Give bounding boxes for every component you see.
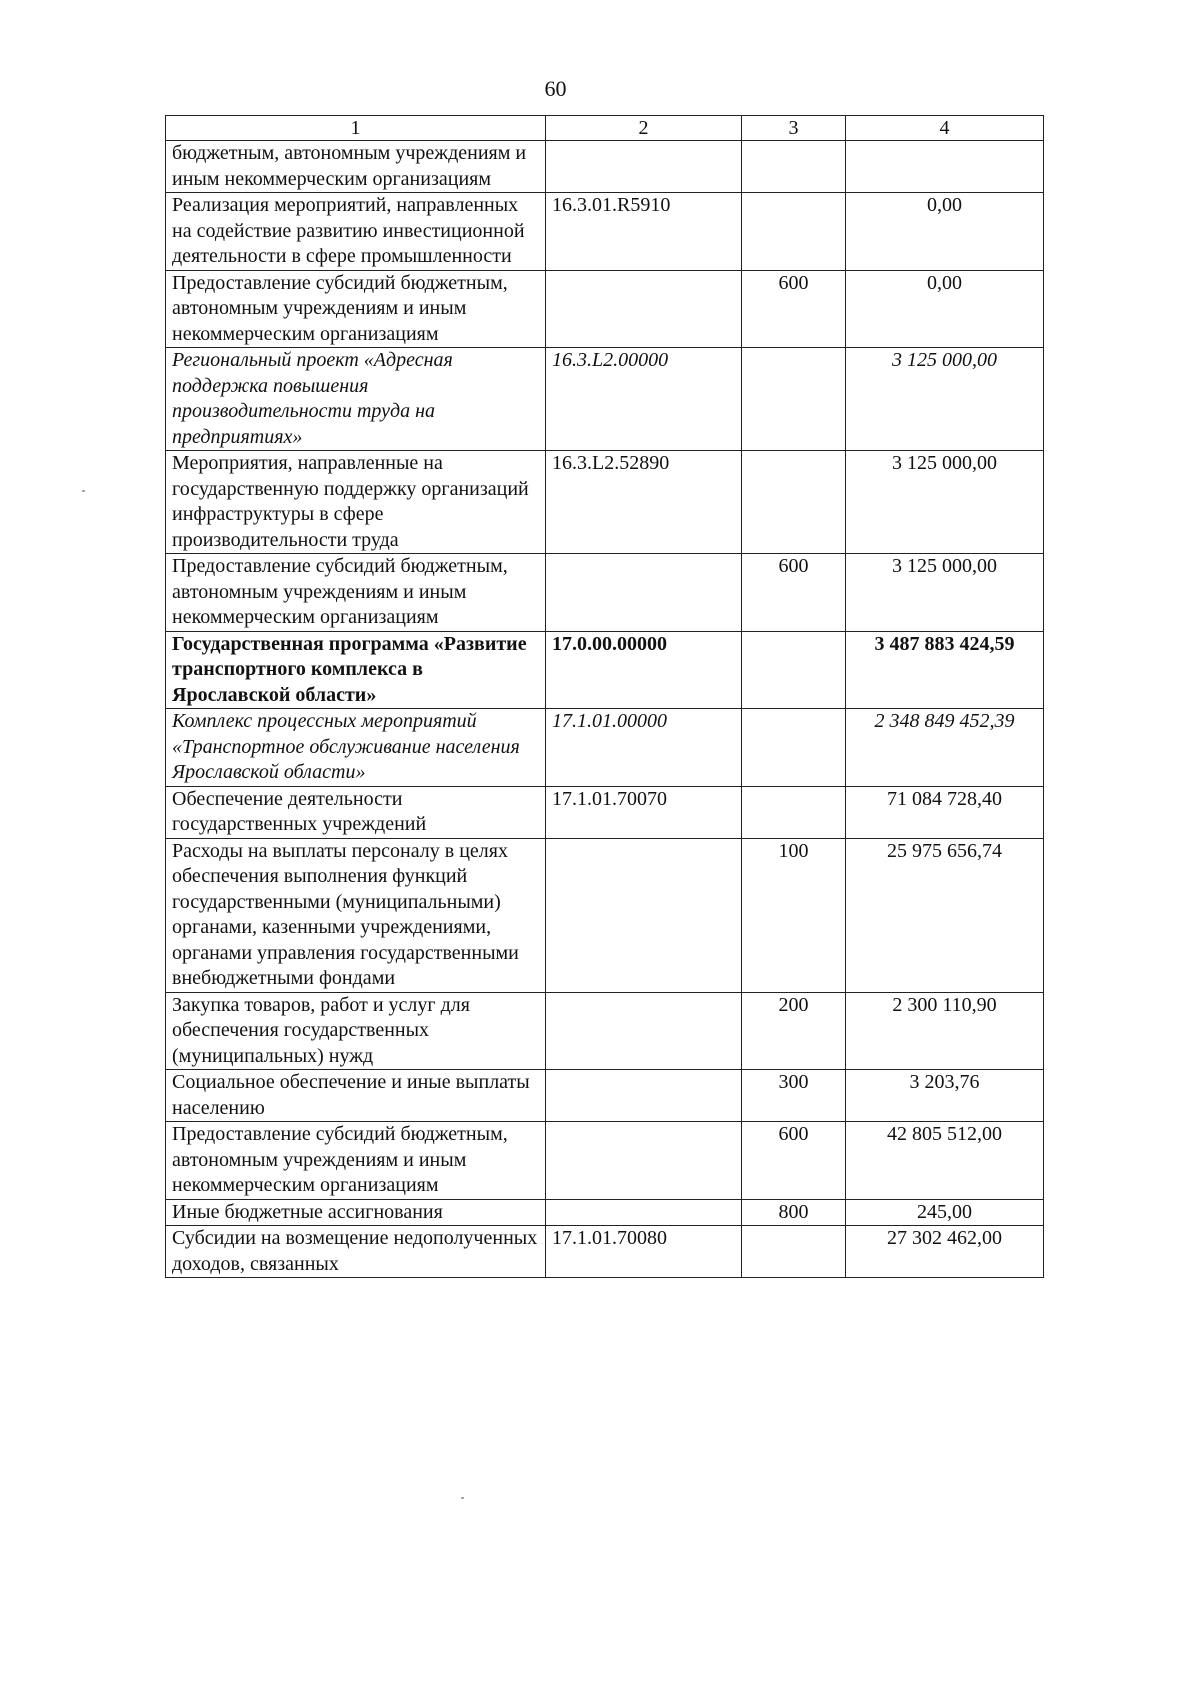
cell-expense-type [742, 709, 846, 787]
cell-expense-type [742, 451, 846, 554]
column-header-2: 2 [546, 116, 742, 141]
table-row [166, 786, 1044, 838]
cell-code [546, 1070, 742, 1122]
cell-amount: 3 125 000,00 [846, 451, 1044, 554]
cell-name: Реализация мероприятий, направленных на содействие развитию инвестиционной деятельности в сфере промышленности [166, 193, 546, 271]
cell-expense-type: 600 [742, 554, 846, 632]
cell-amount: 25 975 656,74 [846, 838, 1044, 992]
cell-code: 16.3.01.R5910 [546, 193, 742, 271]
cell-amount: 27 302 462,00 [846, 1226, 1044, 1278]
cell-expense-type: 600 [742, 270, 846, 348]
cell-amount: 2 348 849 452,39 [846, 709, 1044, 787]
budget-table [165, 115, 1044, 1278]
table-header-row [166, 116, 1044, 141]
scan-speck [461, 1497, 464, 1499]
cell-code [546, 554, 742, 632]
table-row [166, 1226, 1044, 1278]
cell-expense-type: 100 [742, 838, 846, 992]
scan-speck [82, 490, 85, 492]
cell-amount: 2 300 110,90 [846, 992, 1044, 1070]
cell-name: Расходы на выплаты персоналу в целях обеспечения выполнения функций государственными (муниципальными) органами, казенными учреждениями, органами управления государственными внебюджетными фондами [166, 838, 546, 992]
cell-amount: 0,00 [846, 193, 1044, 271]
cell-code: 17.1.01.70080 [546, 1226, 742, 1278]
cell-expense-type [742, 348, 846, 451]
cell-amount: 3 487 883 424,59 [846, 631, 1044, 709]
cell-name: Субсидии на возмещение недополученных доходов, связанных [166, 1226, 546, 1278]
cell-name: Закупка товаров, работ и услуг для обеспечения государственных (муниципальных) нужд [166, 992, 546, 1070]
cell-code [546, 1199, 742, 1226]
table-row [166, 631, 1044, 709]
cell-expense-type [742, 193, 846, 271]
cell-code: 17.0.00.00000 [546, 631, 742, 709]
page-number: 60 [544, 76, 567, 101]
cell-amount: 3 125 000,00 [846, 554, 1044, 632]
table-row [166, 193, 1044, 271]
cell-name: Предоставление субсидий бюджетным, автономным учреждениям и иным некоммерческим организациям [166, 1122, 546, 1200]
cell-expense-type [742, 631, 846, 709]
cell-name: бюджетным, автономным учреждениям и иным некоммерческим организациям [166, 141, 546, 193]
cell-code: 17.1.01.00000 [546, 709, 742, 787]
cell-expense-type: 800 [742, 1199, 846, 1226]
cell-code [546, 838, 742, 992]
cell-amount: 71 084 728,40 [846, 786, 1044, 838]
cell-name: Предоставление субсидий бюджетным, автономным учреждениям и иным некоммерческим организациям [166, 554, 546, 632]
cell-code [546, 270, 742, 348]
cell-expense-type [742, 1226, 846, 1278]
cell-expense-type: 600 [742, 1122, 846, 1200]
table-row [166, 838, 1044, 992]
table-body [166, 141, 1044, 1278]
cell-expense-type: 200 [742, 992, 846, 1070]
cell-amount: 0,00 [846, 270, 1044, 348]
table-row [166, 451, 1044, 554]
cell-code: 17.1.01.70070 [546, 786, 742, 838]
cell-name: Комплекс процессных мероприятий «Транспортное обслуживание населения Ярославской области» [166, 709, 546, 787]
column-header-3: 3 [742, 116, 846, 141]
cell-expense-type [742, 786, 846, 838]
cell-code [546, 141, 742, 193]
cell-name: Мероприятия, направленные на государственную поддержку организаций инфраструктуры в сфере производительности труда [166, 451, 546, 554]
column-header-1: 1 [166, 116, 546, 141]
cell-amount: 245,00 [846, 1199, 1044, 1226]
cell-code: 16.3.L2.52890 [546, 451, 742, 554]
cell-amount: 3 125 000,00 [846, 348, 1044, 451]
table-row [166, 1070, 1044, 1122]
table-row [166, 1122, 1044, 1200]
cell-expense-type [742, 141, 846, 193]
table-row [166, 270, 1044, 348]
cell-code: 16.3.L2.00000 [546, 348, 742, 451]
cell-amount [846, 141, 1044, 193]
cell-code [546, 992, 742, 1070]
cell-name: Региональный проект «Адресная поддержка повышения производительности труда на предприятиях» [166, 348, 546, 451]
cell-code [546, 1122, 742, 1200]
table-row [166, 992, 1044, 1070]
table-row [166, 1199, 1044, 1226]
table-row [166, 141, 1044, 193]
table-row [166, 709, 1044, 787]
cell-amount: 42 805 512,00 [846, 1122, 1044, 1200]
column-header-4: 4 [846, 116, 1044, 141]
cell-name: Социальное обеспечение и иные выплаты населению [166, 1070, 546, 1122]
cell-amount: 3 203,76 [846, 1070, 1044, 1122]
table-row [166, 554, 1044, 632]
cell-name: Предоставление субсидий бюджетным, автономным учреждениям и иным некоммерческим организациям [166, 270, 546, 348]
cell-name: Государственная программа «Развитие транспортного комплекса в Ярославской области» [166, 631, 546, 709]
cell-name: Иные бюджетные ассигнования [166, 1199, 546, 1226]
cell-expense-type: 300 [742, 1070, 846, 1122]
cell-name: Обеспечение деятельности государственных учреждений [166, 786, 546, 838]
table-row [166, 348, 1044, 451]
